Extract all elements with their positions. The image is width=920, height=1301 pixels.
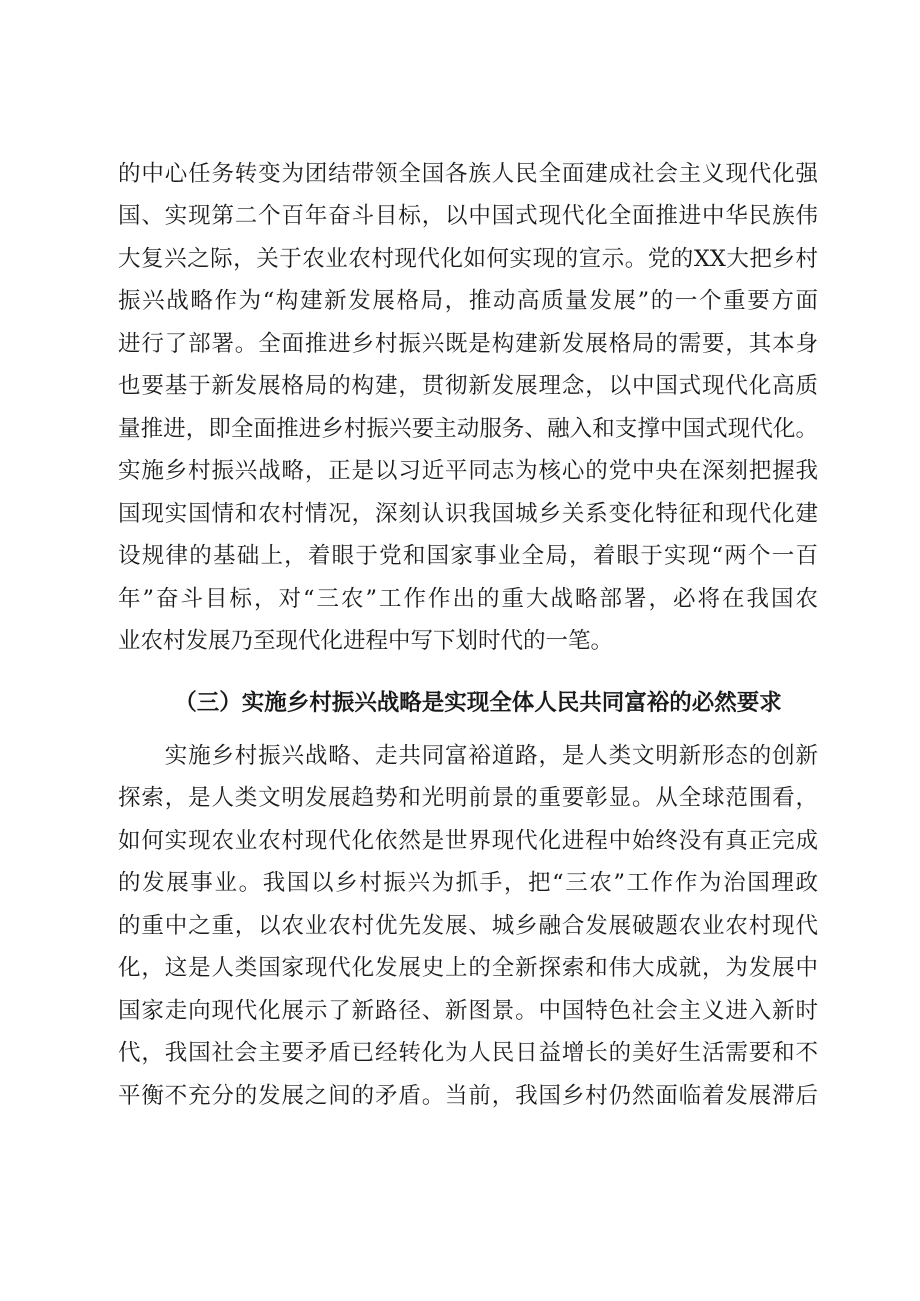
text-line: 振兴战略作为“构建新发展格局，推动高质量发展”的一个重要方面 — [118, 288, 818, 314]
text-line: 如何实现农业农村现代化依然是世界现代化进程中始终没有真正完成 — [118, 828, 818, 854]
text-line: 国家走向现代化展示了新路径、新图景。中国特色社会主义进入新时 — [118, 998, 818, 1024]
text-line: 量推进，即全面推进乡村振兴要主动服务、融入和支撑中国式现代化。 — [118, 416, 818, 442]
text-line: 业农村发展乃至现代化进程中写下划时代的一笔。 — [118, 628, 614, 654]
text-line: 实施乡村振兴战略，正是以习近平同志为核心的党中央在深刻把握我 — [118, 458, 818, 484]
text-line: 的重中之重，以农业农村优先发展、城乡融合发展破题农业农村现代 — [118, 913, 818, 939]
text-line: 代，我国社会主要矛盾已经转化为人民日益增长的美好生活需要和不 — [118, 1040, 818, 1066]
text-line: 年”奋斗目标，对“三农”工作作出的重大战略部署，必将在我国农 — [118, 586, 818, 612]
text-line: 国现实国情和农村情况，深刻认识我国城乡关系变化特征和现代化建 — [118, 501, 818, 527]
text-line: 进行了部署。全面推进乡村振兴既是构建新发展格局的需要，其本身 — [118, 331, 818, 357]
text-line: 大复兴之际，关于农业农村现代化如何实现的宣示。党的XX大把乡村 — [118, 246, 818, 272]
text-line: 也要基于新发展格局的构建，贯彻新发展理念，以中国式现代化高质 — [118, 373, 818, 399]
text-line: 实施乡村振兴战略、走共同富裕道路，是人类文明新形态的创新 — [118, 743, 818, 769]
text-line: 的中心任务转变为团结带领全国各族人民全面建成社会主义现代化强 — [118, 161, 818, 187]
text-line: 平衡不充分的发展之间的矛盾。当前，我国乡村仍然面临着发展滞后 — [118, 1083, 818, 1109]
text-line: 的发展事业。我国以乡村振兴为抓手，把“三农”工作作为治国理政 — [118, 870, 818, 896]
text-line: 探索，是人类文明发展趋势和光明前景的重要彰显。从全球范围看， — [118, 785, 818, 811]
text-line: 国、实现第二个百年奋斗目标，以中国式现代化全面推进中华民族伟 — [118, 203, 818, 229]
section-heading: （三）实施乡村振兴战略是实现全体人民共同富裕的必然要求 — [174, 690, 782, 716]
text-line: 化，这是人类国家现代化发展史上的全新探索和伟大成就，为发展中 — [118, 955, 818, 981]
text-line: 设规律的基础上，着眼于党和国家事业全局，着眼于实现“两个一百 — [118, 543, 818, 569]
